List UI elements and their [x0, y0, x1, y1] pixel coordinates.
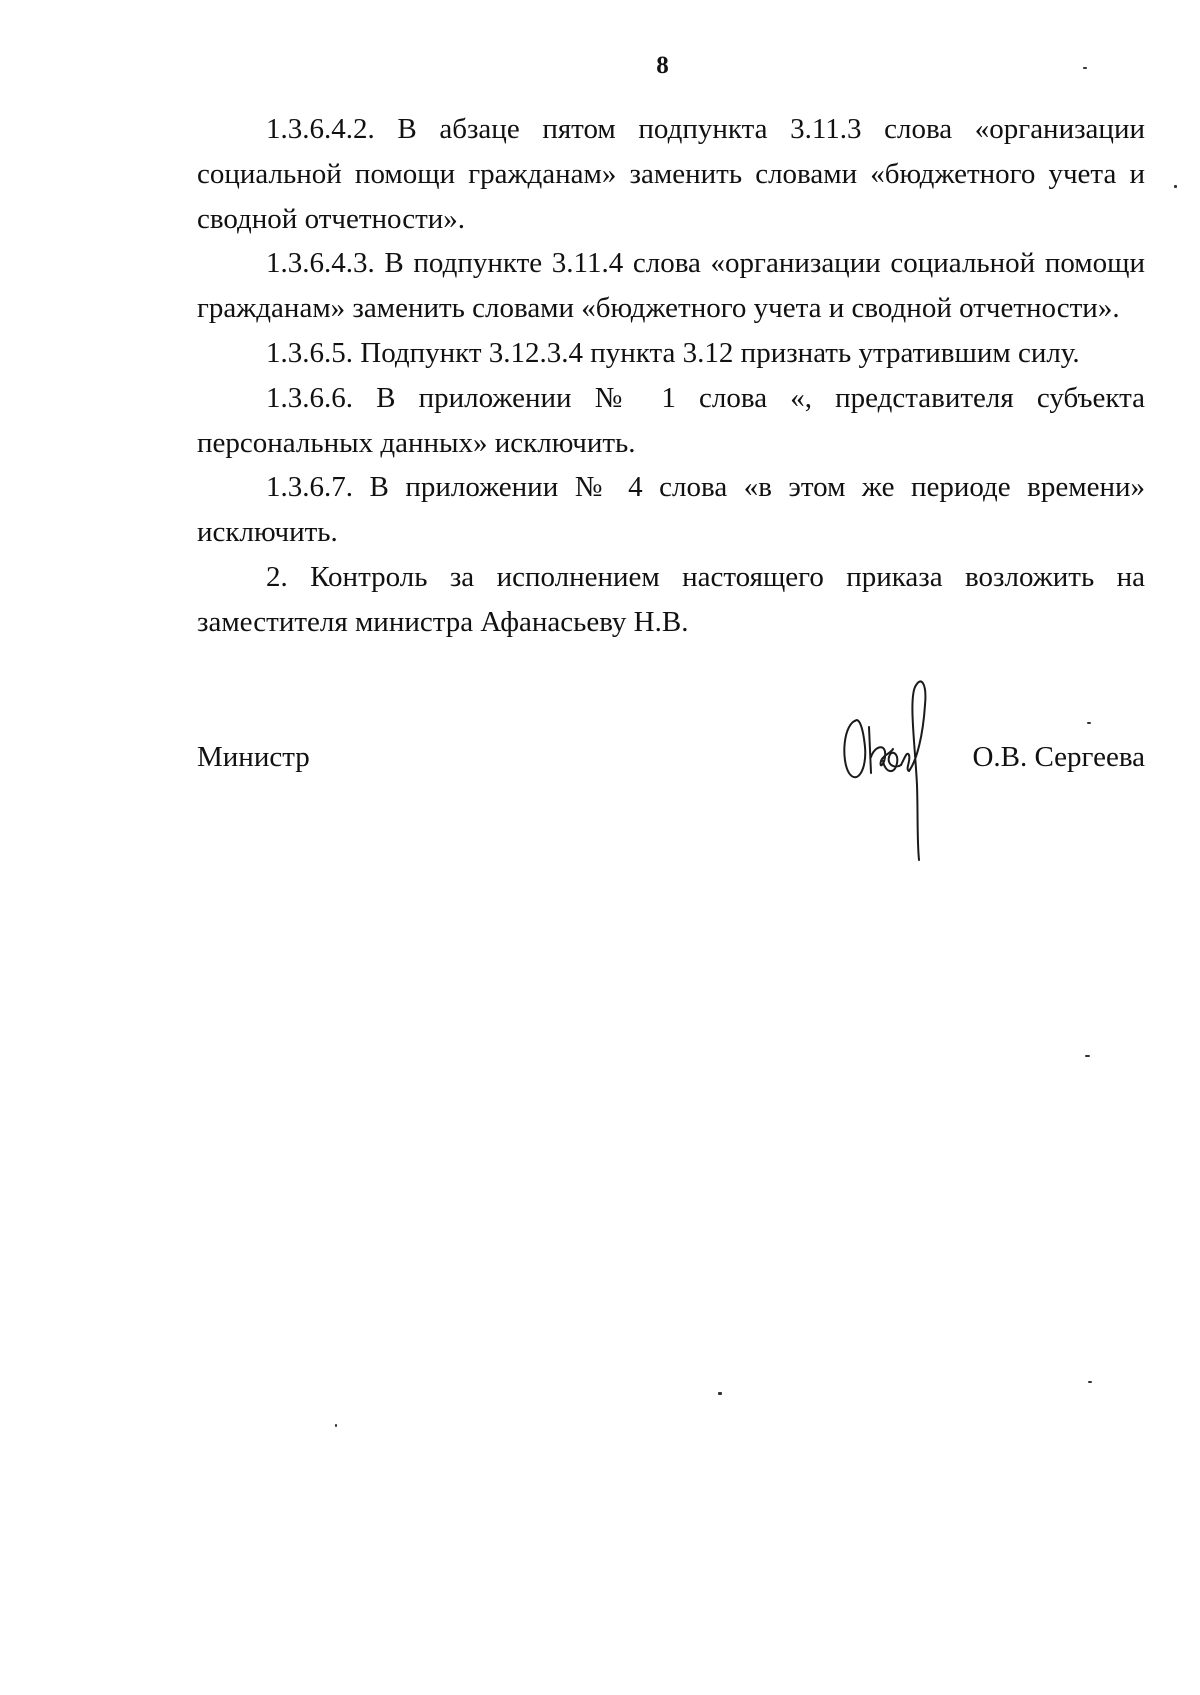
signer-name: О.В. Сергеева [972, 741, 1145, 773]
scan-speck [1083, 67, 1087, 69]
scan-speck [1174, 185, 1177, 188]
page-number: 8 [656, 52, 669, 79]
signature-block [197, 735, 1145, 779]
scan-speck [1088, 1381, 1092, 1383]
paragraph-1-3-6-6: 1.3.6.6. В приложении № 1 слова «, представителя субъекта персональных данных» исключить. [197, 381, 1145, 459]
scan-speck [1085, 1055, 1090, 1057]
signer-position: Министр [197, 741, 310, 773]
paragraph-1-3-6-5: 1.3.6.5. Подпункт 3.12.3.4 пункта 3.12 признать утратившим силу. [266, 336, 1080, 369]
paragraph-2-control: 2. Контроль за исполнением настоящего приказа возложить на заместителя министра Афанасьеву Н.В. [197, 560, 1145, 638]
scan-speck [335, 1424, 337, 1427]
paragraph-1-3-6-7: 1.3.6.7. В приложении № 4 слова «в этом же периоде времени» исключить. [197, 471, 1145, 549]
paragraph-1-3-6-4-2: 1.3.6.4.2. В абзаце пятом подпункта 3.11.3 слова «организации социальной помощи гражданам» заменить словами «бюджетного учета и сводной отчетности». [197, 113, 1145, 235]
scan-speck [718, 1392, 722, 1395]
handwritten-signature-icon [835, 665, 965, 865]
document-body [197, 107, 1145, 645]
paragraph-1-3-6-4-3: 1.3.6.4.3. В подпункте 3.11.4 слова «организации социальной помощи гражданам» заменить словами «бюджетного учета и сводной отчетности». [197, 247, 1145, 325]
scan-speck [1087, 722, 1091, 724]
